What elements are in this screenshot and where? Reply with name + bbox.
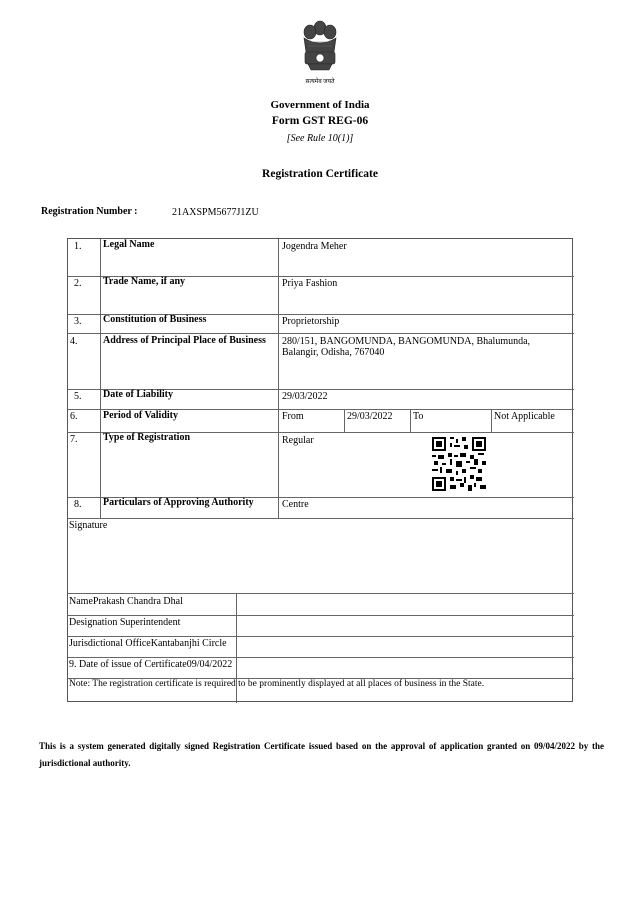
row-number: 4. [70, 336, 78, 347]
row-number: 3. [74, 316, 82, 327]
jurisdictional-office: Jurisdictional OfficeKantabanjhi Circle [69, 638, 227, 649]
government-heading: Government of India [270, 99, 370, 111]
legal-name-value: Jogendra Meher [282, 241, 347, 252]
national-emblem-icon [298, 18, 342, 82]
signature-label: Signature [69, 520, 108, 531]
officer-name: NamePrakash Chandra Dhal [69, 596, 183, 607]
rule-reference: [See Rule 10(1)] [286, 133, 354, 144]
trade-name-label: Trade Name, if any [103, 276, 186, 287]
registration-details-table [67, 238, 573, 702]
validity-to-label: To [413, 411, 424, 422]
validity-from-label: From [282, 411, 304, 422]
row-number: 8. [74, 499, 82, 510]
certificate-title: Registration Certificate [262, 168, 378, 180]
date-of-liability-label: Date of Liability [103, 389, 173, 400]
address-value: 280/151, BANGOMUNDA, BANGOMUNDA, Bhalumunda, Balangir, Odisha, 767040 [282, 336, 531, 358]
approving-authority-label: Particulars of Approving Authority [103, 497, 254, 508]
display-note: Note: The registration certificate is required to be prominently displayed at all places of business in the State. [69, 679, 485, 689]
validity-to-value: Not Applicable [494, 411, 555, 422]
registration-number-label: Registration Number : [41, 206, 138, 217]
date-of-issue: 9. Date of issue of Certificate09/04/2022 [69, 659, 233, 670]
validity-from-date: 29/03/2022 [347, 411, 393, 422]
emblem-motto: सत्यमेव जयते [305, 79, 335, 85]
type-of-registration-label: Type of Registration [103, 432, 191, 443]
registration-number-value: 21AXSPM5677J1ZU [172, 207, 259, 218]
approving-authority-value: Centre [282, 499, 309, 510]
type-of-registration-value: Regular [282, 435, 314, 446]
officer-designation: Designation Superintendent [69, 617, 181, 628]
row-number: 5. [74, 391, 82, 402]
constitution-value: Proprietorship [282, 316, 340, 327]
row-number: 6. [70, 411, 78, 422]
qr-code-icon [432, 437, 486, 491]
period-of-validity-label: Period of Validity [103, 410, 179, 421]
date-of-liability-value: 29/03/2022 [282, 391, 328, 402]
form-title: Form GST REG-06 [271, 115, 369, 127]
row-number: 1. [74, 241, 82, 252]
system-generated-footnote: This is a system generated digitally signed Registration Certificate issued based on the approval of application granted on 09/04/2022 by the jurisdictional authority. [39, 741, 604, 768]
address-label: Address of Principal Place of Business [103, 335, 266, 346]
row-number: 7. [70, 434, 78, 445]
legal-name-label: Legal Name [103, 239, 155, 250]
trade-name-value: Priya Fashion [282, 278, 338, 289]
constitution-label: Constitution of Business [103, 314, 207, 325]
row-number: 2. [74, 278, 82, 289]
